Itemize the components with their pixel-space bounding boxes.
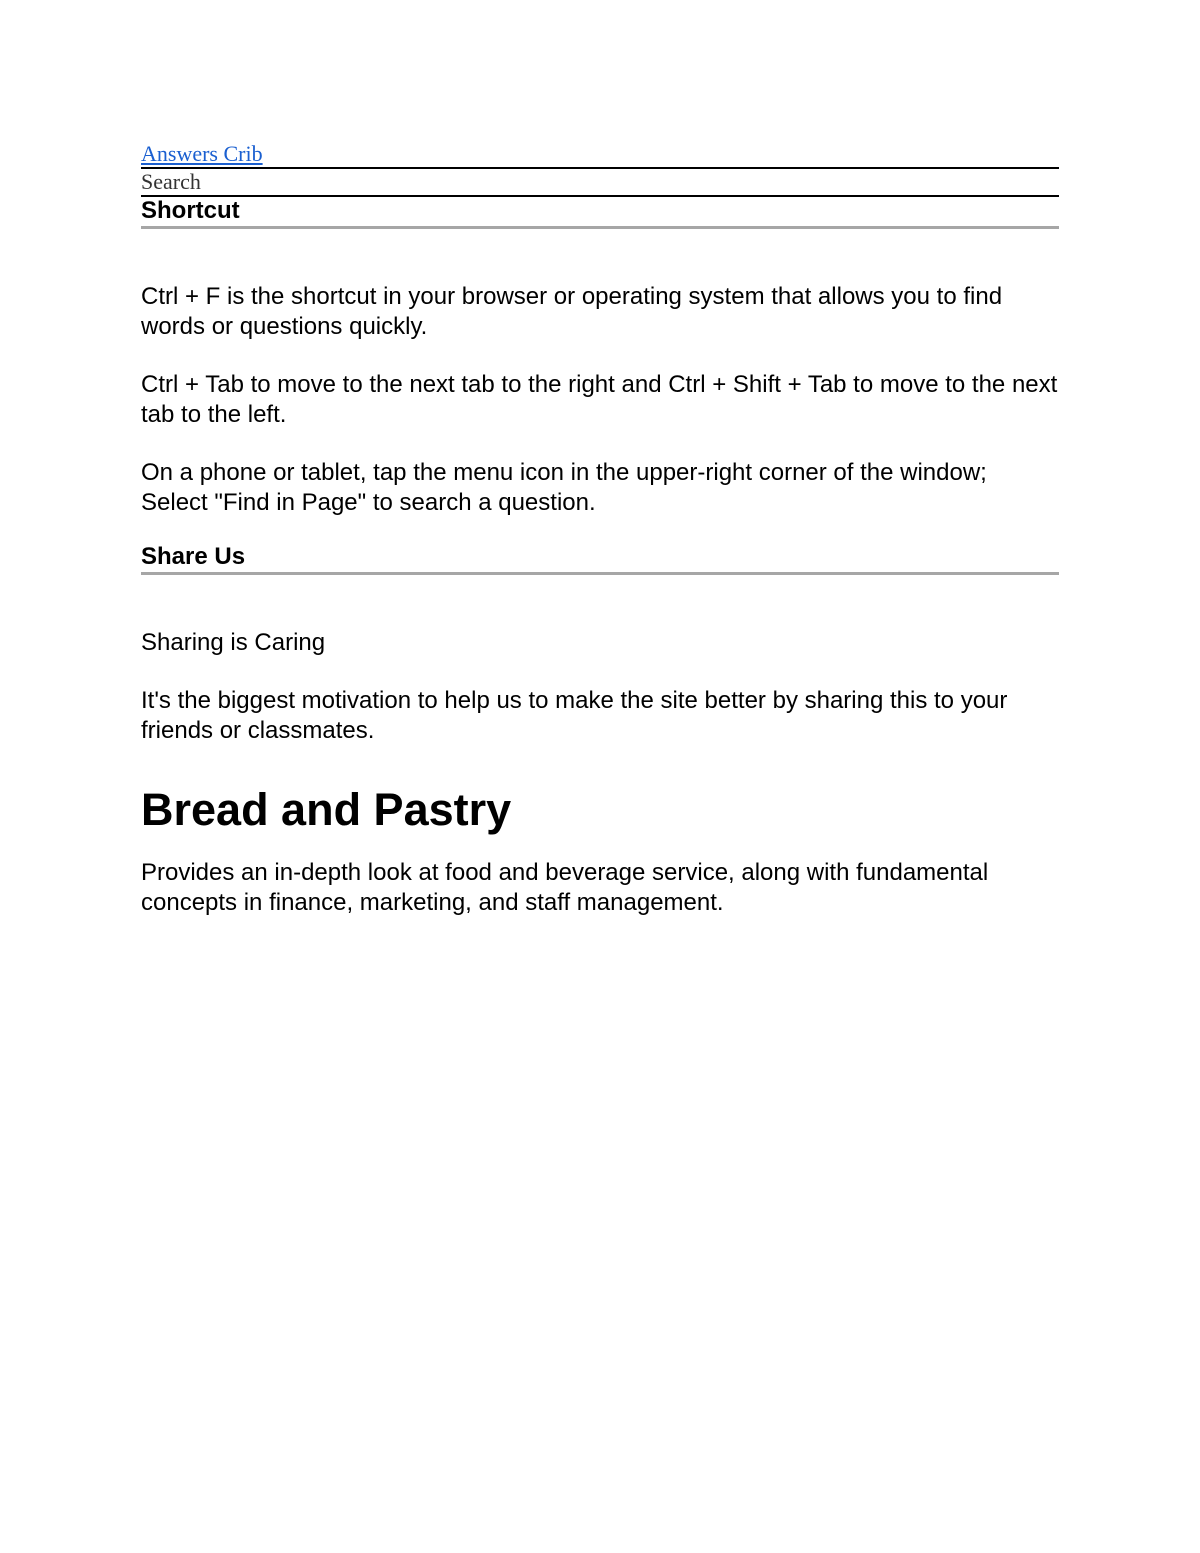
share-paragraph-motivation: It's the biggest motivation to help us to make the site better by sharing this to your friends or classmates. xyxy=(141,687,1008,744)
search-field[interactable]: Search xyxy=(141,169,1059,197)
shortcut-paragraph-find: Ctrl + F is the shortcut in your browser or operating system that allows you to find words or questions quickly. xyxy=(141,283,1003,340)
document-page xyxy=(141,141,1059,918)
share-heading: Share Us xyxy=(141,543,1059,575)
shortcut-paragraph-tabs: Ctrl + Tab to move to the next tab to the right and Ctrl + Shift + Tab to move to the next tab to the left. xyxy=(141,371,1058,428)
shortcut-heading: Shortcut xyxy=(141,197,1059,229)
shortcut-paragraph-mobile: On a phone or tablet, tap the menu icon in the upper-right corner of the window; Select "Find in Page" to search a question. xyxy=(141,459,987,516)
article-title: Bread and Pastry xyxy=(141,784,512,835)
site-home-link[interactable]: Answers Crib xyxy=(141,141,1059,169)
article-description: Provides an in-depth look at food and beverage service, along with fundamental concepts in finance, marketing, and staff management. xyxy=(141,859,989,916)
share-paragraph-caring: Sharing is Caring xyxy=(141,629,326,656)
